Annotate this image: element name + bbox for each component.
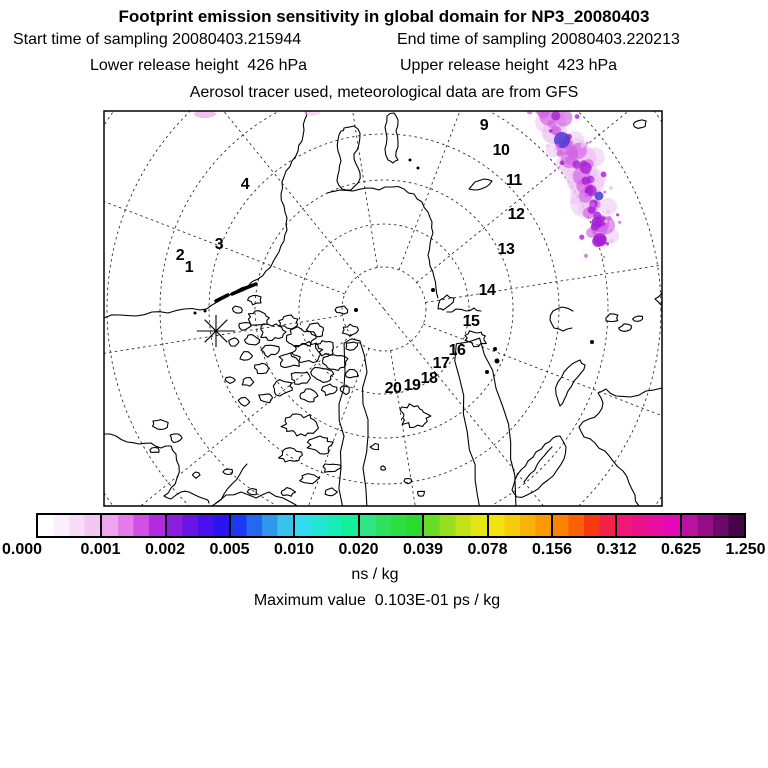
colorbar-segment: [617, 515, 681, 536]
trajectory-label-20: 20: [384, 380, 402, 397]
colorbar-tick: 0.078: [467, 541, 508, 558]
trajectory-label-2: 2: [175, 247, 185, 264]
trajectory-label-17: 17: [432, 355, 450, 372]
trajectory-label-18: 18: [420, 370, 438, 387]
colorbar-tick: 0.005: [209, 541, 250, 558]
page-title: Footprint emission sensitivity in global domain for NP3_20080403: [118, 7, 650, 26]
colorbar-segment: [424, 515, 488, 536]
trajectory-label-4: 4: [240, 176, 250, 193]
colorbar-segment: [38, 515, 102, 536]
lower-release-height-label: Lower release height 426 hPa: [90, 57, 308, 74]
trajectory-label-3: 3: [214, 236, 224, 253]
max-value-label: Maximum value 0.103E-01 ps / kg: [253, 592, 501, 609]
colorbar-tick: 0.312: [596, 541, 637, 558]
colorbar-segment: [553, 515, 617, 536]
trajectory-label-13: 13: [497, 241, 515, 258]
sensitivity-plume: [527, 99, 622, 258]
trajectory-label-15: 15: [462, 313, 480, 330]
colorbar-tick: 0.001: [80, 541, 121, 558]
trajectory-label-1: 1: [184, 259, 194, 276]
trajectory-label-16: 16: [448, 342, 466, 359]
colorbar-segment: [167, 515, 231, 536]
colorbar-segment: [102, 515, 166, 536]
trajectory-label-10: 10: [492, 142, 510, 159]
colorbar-tick: 0.000: [1, 541, 43, 558]
colorbar-tick: 0.002: [144, 541, 186, 558]
trajectory-label-11: 11: [506, 172, 522, 189]
colorbar-units-label: ns / kg: [351, 566, 399, 583]
start-time-label: Start time of sampling 20080403.215944: [13, 31, 302, 48]
colorbar-tick: 1.250: [725, 541, 766, 558]
colorbar-segment: [489, 515, 553, 536]
colorbar-tick: 0.156: [531, 541, 573, 558]
trajectory-label-9: 9: [479, 117, 489, 134]
colorbar-tick: 0.039: [402, 541, 444, 558]
colorbar-tick: 0.010: [273, 541, 315, 558]
colorbar-tick: 0.625: [660, 541, 702, 558]
colorbar: [36, 513, 746, 538]
colorbar-tick: 0.020: [338, 541, 379, 558]
upper-release-height-label: Upper release height 423 hPa: [400, 57, 618, 74]
colorbar-segment: [295, 515, 359, 536]
tracer-info-label: Aerosol tracer used, meteorological data are from GFS: [189, 84, 579, 101]
colorbar-segment: [682, 515, 744, 536]
trajectory-label-14: 14: [478, 282, 496, 299]
colorbar-segment: [231, 515, 295, 536]
trajectory-label-12: 12: [507, 206, 525, 223]
colorbar-segment: [360, 515, 424, 536]
trajectory-label-19: 19: [403, 377, 421, 394]
end-time-label: End time of sampling 20080403.220213: [397, 31, 680, 48]
